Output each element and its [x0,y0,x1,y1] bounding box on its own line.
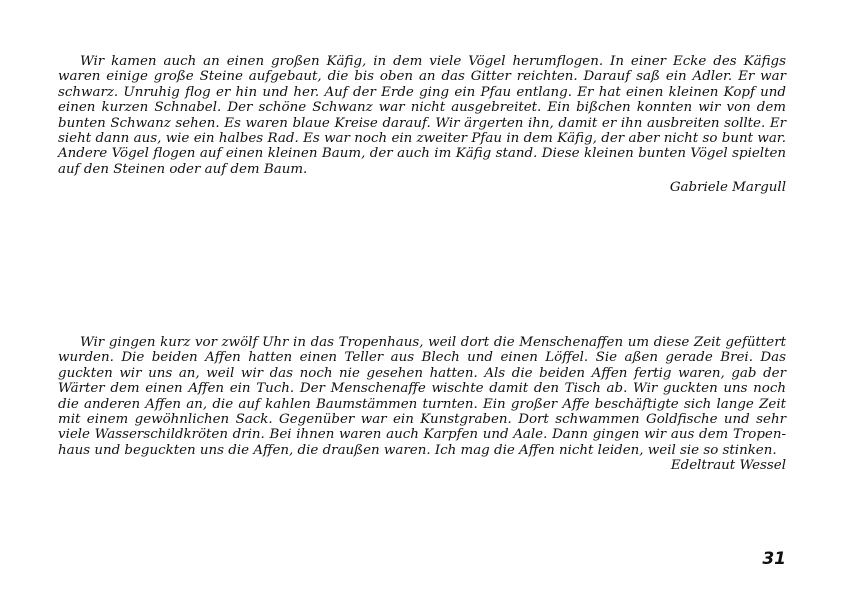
story-apes [58,335,786,474]
page-number: 31 [762,549,786,569]
story-author: Gabriele Margull [669,180,786,196]
story-text: Wir kamen auch an einen großen Käfig, in dem viele Vögel herumflogen. In einer Ecke des Käfigs waren einige große Steine aufgebaut, die bis oben an das Gitter reichten. Darauf saß ein Adler. Er war schwarz. Unruhig flog er hin und her. Auf der Erde ging ein Pfau entlang. Er hat einen kleinen Kopf und einen kurzen Schnabel. Der schöne Schwanz war nicht ausgebreitet. Ein bißchen konnten wir von dem bunten Schwanz sehen. Es waren blaue Kreise darauf. Wir ärgerten ihn, damit er ihn ausbreiten sollte. Er sieht dann aus, wie ein halbes Rad. Es war noch ein zweiter Pfau in dem Käfig, der aber nicht so bunt war. Andere Vögel flogen auf einen kleinen Baum, der auch im Käfig stand. Diese kleinen bunten Vögel spielten auf den Steinen oder auf dem Baum. [58,54,786,177]
story-author: Edeltraut Wessel [670,458,786,474]
story-birds [58,54,786,196]
story-text: Wir gingen kurz vor zwölf Uhr in das Tropenhaus, weil dort die Menschenaffen um diese Zeit gefüttert wurden. Die beiden Affen hatten einen Teller aus Blech und einen Löffel. Sie aßen gerade Brei. Das guckten wir uns an, weil wir das noch nie gesehen hatten. Als die beiden Affen fertig waren, gab der Wärter dem einen Affen ein Tuch. Der Menschenaffe wischte damit den Tisch ab. Wir guckten uns noch die anderen Affen an, die auf kahlen Baumstämmen turnten. Ein großer Affe beschäftigte sich lange Zeit mit einem gewöhnlichen Sack. Gegenüber war ein Kunstgraben. Dort schwammen Goldfische und sehr viele Wasserschildkröten drin. Bei ihnen waren auch Karpfen und Aale. Dann gingen wir aus dem Tropenhaus und beguckten uns die Affen, die draußen waren. Ich mag die Affen nicht leiden, weil sie so stinken. [58,335,786,458]
